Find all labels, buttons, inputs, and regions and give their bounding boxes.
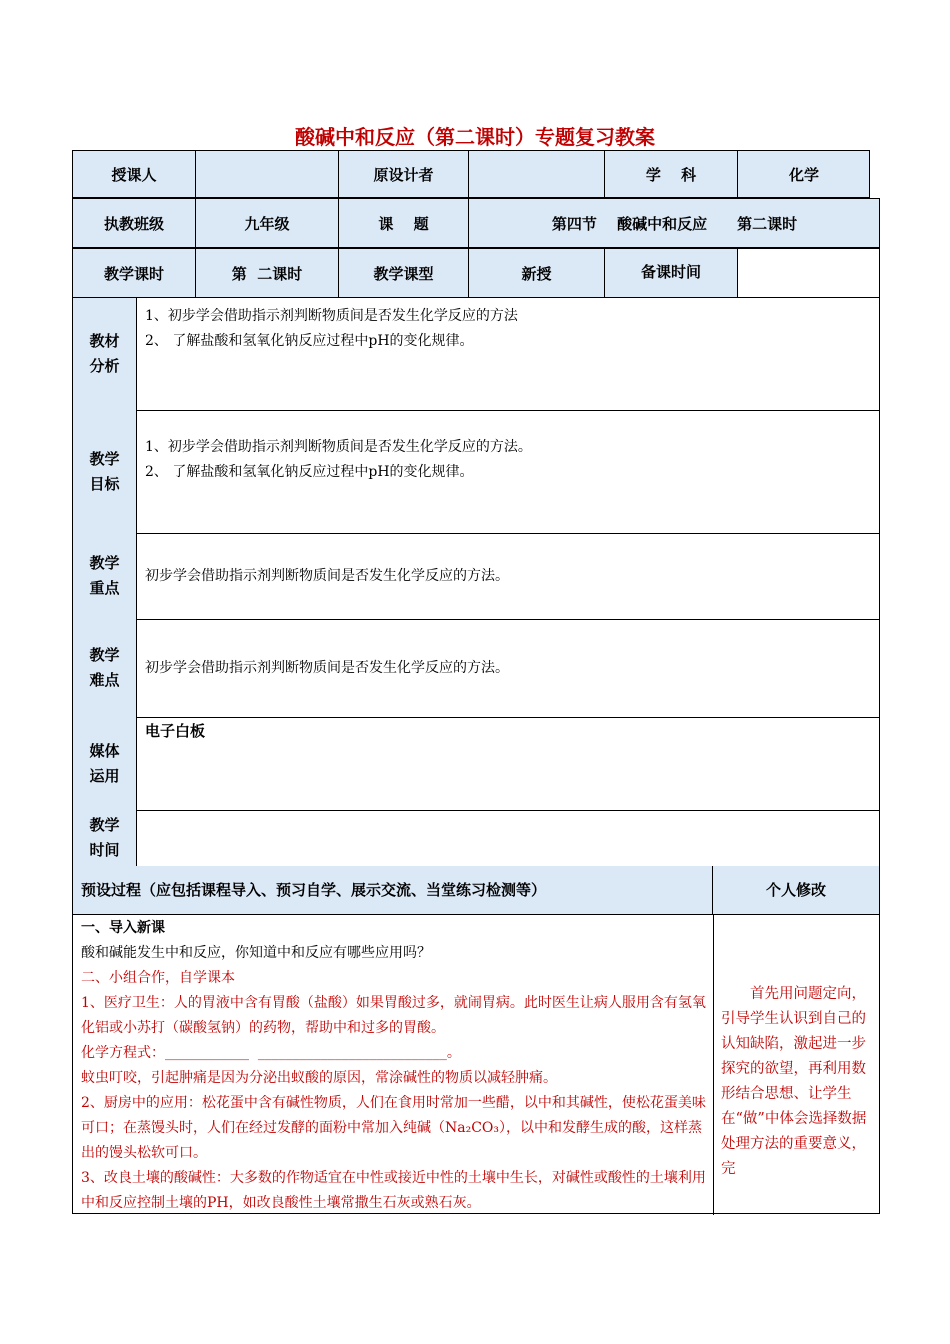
- analysis-label: 教材分析: [73, 298, 137, 410]
- prep-value: [737, 248, 880, 298]
- difficulty-label: 教学难点: [73, 619, 137, 717]
- topic-value: 第四节 酸碱中和反应 第二课时: [468, 198, 880, 248]
- lesson-table: [72, 297, 880, 1214]
- page-title: 酸碱中和反应（第二课时）专题复习教案: [295, 125, 655, 149]
- media-text: 电子白板: [145, 722, 206, 740]
- analysis-line-2: 2、 了解盐酸和氢氧化钠反应过程中pH的变化规律。: [145, 333, 474, 349]
- designer-value: [468, 150, 604, 198]
- header-row-1: [72, 150, 870, 198]
- revision-header: 个人修改: [713, 866, 879, 914]
- teacher-value: [195, 150, 338, 198]
- type-label: 教学课型: [338, 248, 468, 298]
- media-label: 媒体运用: [73, 717, 137, 810]
- type-value: 新授: [468, 248, 604, 298]
- heading-group: 二、小组合作，自学课本: [81, 970, 235, 986]
- hours-label: 教学课时: [72, 248, 195, 298]
- equation-line: [81, 1041, 707, 1066]
- designer-label: 原设计者: [338, 150, 468, 198]
- analysis-line-1: 1、初步学会借助指示剂判断物质间是否发生化学反应的方法: [145, 308, 518, 324]
- subject-label: 学 科: [604, 150, 737, 198]
- header-row-2: [72, 198, 880, 248]
- medical-paragraph: 1、医疗卫生：人的胃液中含有胃酸（盐酸）如果胃酸过多，就闹胃病。此时医生让病人服用含有氢氧化铝或小苏打（碳酸氢钠）的药物，帮助中和过多的胃酸。: [81, 995, 706, 1036]
- equation-label: 化学方程式：: [81, 1045, 165, 1061]
- subject-value: 化学: [737, 150, 870, 198]
- class-value: 九年级: [195, 198, 338, 248]
- soil-paragraph: 3、改良土壤的酸碱性：大多数的作物适宜在中性或接近中性的土壤中生长，对碱性或酸性的土壤利用中和反应控制土壤的PH，如改良酸性土壤常撒生石灰或熟石灰。: [81, 1170, 706, 1211]
- prep-label: 备课时间: [604, 248, 737, 298]
- goals-line-1: 1、初步学会借助指示剂判断物质间是否发生化学反应的方法。: [145, 439, 532, 455]
- key-text: 初步学会借助指示剂判断物质间是否发生化学反应的方法。: [145, 568, 509, 584]
- time-label: 教学时间: [73, 810, 137, 866]
- header-row-3: [72, 248, 880, 298]
- class-label: 执教班级: [72, 198, 195, 248]
- goals-line-2: 2、 了解盐酸和氢氧化钠反应过程中pH的变化规律。: [145, 464, 474, 480]
- goals-label: 教学目标: [73, 410, 137, 533]
- intro-text: 酸和碱能发生中和反应，你知道中和反应有哪些应用吗？: [81, 945, 431, 961]
- insect-paragraph: 蚊虫叮咬，引起肿痛是因为分泌出蚁酸的原因，常涂碱性的物质以减轻肿痛。: [81, 1070, 557, 1086]
- teacher-label: 授课人: [72, 150, 195, 198]
- kitchen-paragraph: 2、厨房中的应用：松花蛋中含有碱性物质，人们在食用时常加一些醋，以中和其碱性，使松花蛋美味可口；在蒸馒头时，人们在经过发酵的面粉中常加入纯碱（Na₂CO₃），以中和发酵生成的酸，这样蒸出的馒头松软可口。: [81, 1095, 706, 1161]
- hours-value: 第 二课时: [195, 248, 338, 298]
- heading-intro: 一、导入新课: [81, 920, 165, 936]
- topic-label: 课 题: [338, 198, 468, 248]
- difficulty-text: 初步学会借助指示剂判断物质间是否发生化学反应的方法。: [145, 660, 509, 676]
- equation-blank: ____________ ___________________________。: [165, 1045, 461, 1061]
- process-content: [81, 916, 707, 1216]
- process-header: 预设过程（应包括课程导入、预习自学、展示交流、当堂练习检测等）: [73, 866, 713, 914]
- key-label: 教学重点: [73, 533, 137, 619]
- revision-note: 首先用问题定向，引导学生认识到自己的认知缺陷，激起进一步探究的欲望，再利用数形结合思想、让学生在“做”中体会选择数据处理方法的重要意义，完: [721, 986, 867, 1177]
